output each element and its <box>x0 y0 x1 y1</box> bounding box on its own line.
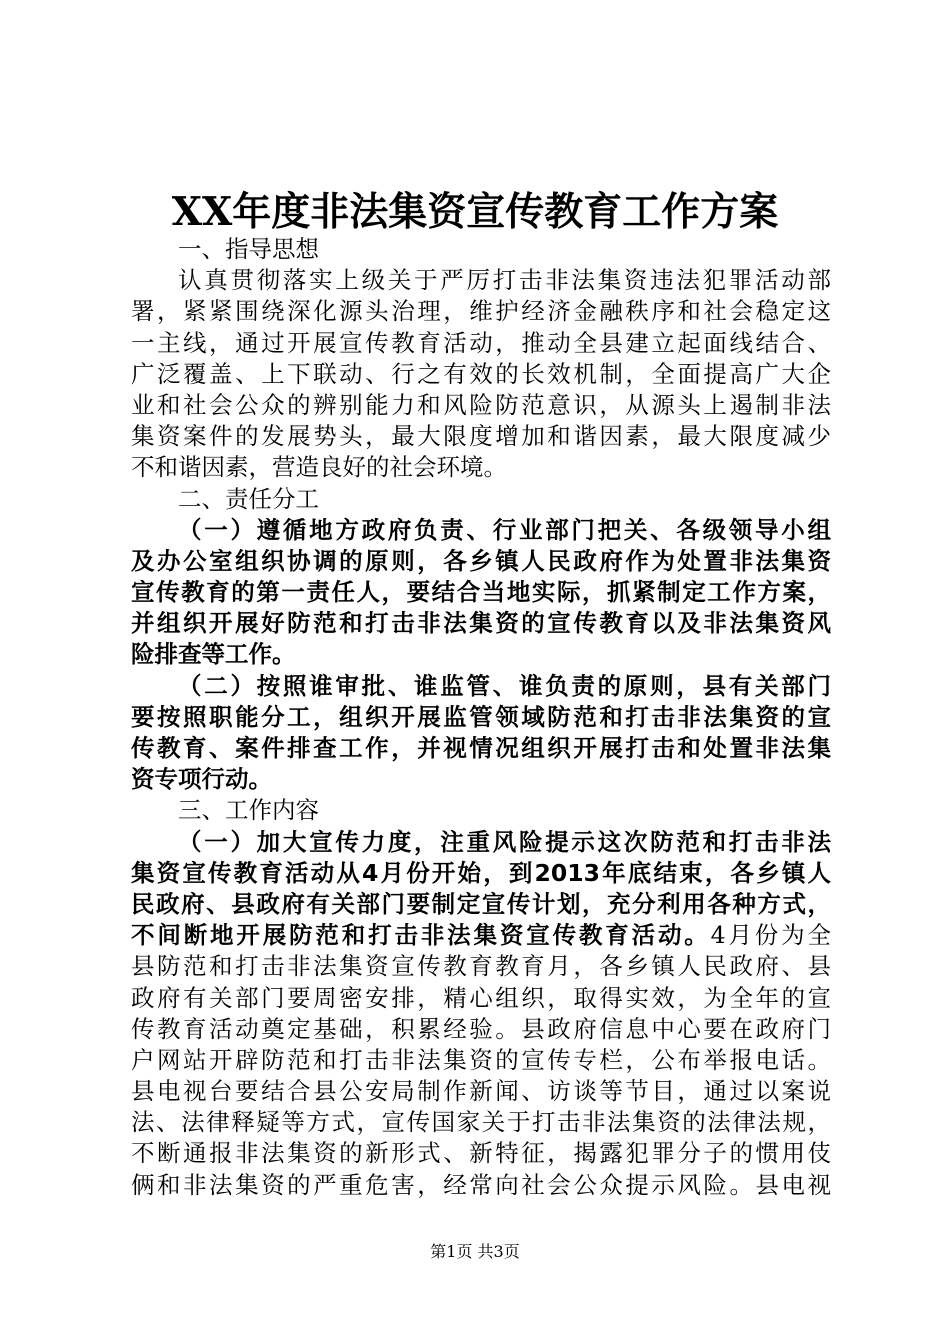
page-footer: 第1页 共3页 <box>430 1242 520 1261</box>
text-line: 传教育活动奠定基础，积累经验。县政府信息中心要在政府门 <box>131 1014 831 1043</box>
section-heading: 二、责任分工 <box>178 484 319 513</box>
section-heading: 三、工作内容 <box>178 796 319 825</box>
section-heading: 一、指导思想 <box>178 235 319 263</box>
text-line: 广泛覆盖、上下联动、行之有效的长效机制，全面提高广大企 <box>131 359 831 388</box>
text-line: 政府有关部门要周密安排，精心组织，取得实效，为全年的宣 <box>131 983 831 1012</box>
text-line: 县电视台要结合县公安局制作新闻、访谈等节目，通过以案说 <box>131 1077 831 1106</box>
text-line: 要按照职能分工，组织开展监管领域防范和打击非法集资的宣 <box>131 702 831 731</box>
text-line: 及办公室组织协调的原则，各乡镇人民政府作为处置非法集资 <box>131 546 831 575</box>
text-line: 宣传教育的第一责任人，要结合当地实际，抓紧制定工作方案， <box>131 578 831 607</box>
text-line: 不断通报非法集资的新形式、新特征，揭露犯罪分子的惯用伎 <box>131 1139 831 1168</box>
text-segment-bold: 不间断地开展防范和打击非法集资宣传教育活动。 <box>131 921 711 950</box>
text-line: 俩和非法集资的严重危害，经常向社会公众提示风险。县电视 <box>131 1170 831 1199</box>
text-line: 认真贯彻落实上级关于严厉打击非法集资违法犯罪活动部 <box>178 266 831 295</box>
text-line: 集资案件的发展势头，最大限度增加和谐因素，最大限度减少 <box>131 422 831 451</box>
text-line: 资专项行动。 <box>131 765 272 794</box>
text-line: （一）加大宣传力度，注重风险提示这次防范和打击非法 <box>178 827 831 856</box>
text-line: 户网站开辟防范和打击非法集资的宣传专栏，公布举报电话。 <box>131 1045 831 1074</box>
text-line: 传教育、案件排查工作，并视情况组织开展打击和处置非法集 <box>131 734 831 762</box>
text-line: （二）按照谁审批、谁监管、谁负责的原则，县有关部门 <box>178 671 831 700</box>
text-line: 民政府、县政府有关部门要制定宣传计划，充分利用各种方式， <box>131 889 831 918</box>
document-title: XX年度非法集资宣传教育工作方案 <box>171 189 779 235</box>
text-line <box>131 920 831 951</box>
document-body <box>131 234 831 1201</box>
text-line: 并组织开展好防范和打击非法集资的宣传教育以及非法集资风 <box>131 609 831 638</box>
text-line: 一主线，通过开展宣传教育活动，推动全县建立起面线结合、 <box>131 328 831 357</box>
text-line: 集资宣传教育活动从4月份开始，到2013年底结束，各乡镇人 <box>131 858 831 887</box>
text-line: 法、法律释疑等方式，宣传国家关于打击非法集资的法律法规， <box>131 1108 831 1137</box>
text-line: 县防范和打击非法集资宣传教育教育月，各乡镇人民政府、县 <box>131 952 831 981</box>
text-line: 不和谐因素，营造良好的社会环境。 <box>131 453 507 482</box>
text-line: （一）遵循地方政府负责、行业部门把关、各级领导小组 <box>178 515 831 544</box>
text-line: 署，紧紧围绕深化源头治理，维护经济金融秩序和社会稳定这 <box>131 297 831 326</box>
text-segment: 4月份为全 <box>710 921 831 950</box>
text-line: 业和社会公众的辨别能力和风险防范意识，从源头上遏制非法 <box>131 390 831 419</box>
text-line: 险排查等工作。 <box>131 640 296 669</box>
